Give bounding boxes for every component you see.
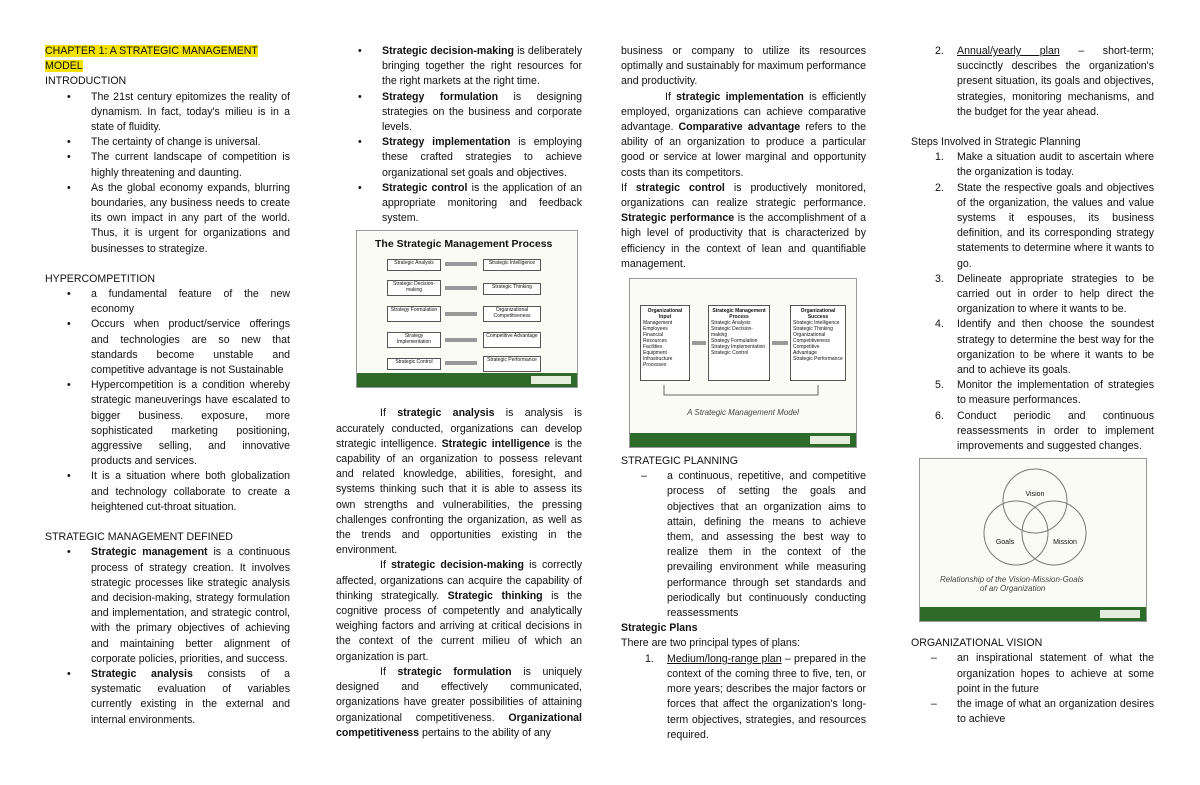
list-item: • The 21st century epitomizes the reality of dynamism. In fact, today's milieu is in a state of fluidity. <box>45 90 290 136</box>
hypercompetition-list <box>45 287 290 515</box>
organizational-success-box: Organizational Success Strategic Intelligence Strategic Thinking Organizational Competitiveness Competitive Advantage Strategic Performance <box>790 305 846 381</box>
step-box: Strategic Decision-making <box>387 280 441 296</box>
list-item: • a fundamental feature of the new economy <box>45 287 290 317</box>
plans-intro: There are two principal types of plans: <box>621 637 801 650</box>
steps-list <box>911 150 1154 454</box>
strategic-planning-list <box>621 469 866 621</box>
venn-label-mission: Mission <box>1053 539 1077 547</box>
arrow-right-icon <box>445 338 477 342</box>
list-item: 1. Medium/long-range plan – prepared in the context of the coming three to five, ten, or more years; describes the major factors or forces that affect the organization's long-term objectives, strategies, and resources required. <box>645 652 866 741</box>
feedback-loop-icon <box>630 383 858 401</box>
list-item: • Hypercompetition is a condition whereby strategic maneuverings have escalated to bigger business. exposure, more sophisticated marketing positioning, aggressive selling, and innovative products and services. <box>45 378 290 469</box>
strategic-process-list <box>336 44 582 226</box>
figure-footer-banner <box>357 373 577 387</box>
list-item: • Strategic decision-making is deliberately bringing together the right resources for the right markets at the right time. <box>336 44 582 90</box>
list-item: • Strategic analysis consists of a systematic evaluation of variables currently existing in the external and internal environments. <box>45 667 290 728</box>
list-item: 2. Annual/yearly plan – short-term; succinctly describes the organization's present situation, its goals and objectives, strategies, monitoring mechanisms, and the budget for the year ahead. <box>935 45 1154 118</box>
paragraph-strategic-formulation: If strategic formulation is uniquely designed and effectively communicated, organizations have greater possibilities of attaining organizational competitiveness. Organizational competitiveness pertains to the ability of any <box>336 665 582 739</box>
list-item: 2. State the respective goals and objectives of the organization, the values and value systems it espouses, its business definition, and its corresponding strategy statements to determine where it wants to go. <box>935 181 1154 270</box>
organizational-input-box: Organizational Input Management Employees Financial Resources Facilities Equipment Infrastructure Processes <box>640 305 690 381</box>
plans-list <box>621 652 866 743</box>
column-3 <box>621 44 866 743</box>
arrow-right-icon <box>445 286 477 290</box>
process-box: Strategic Management Process Strategic Analysis Strategic Decision-making Strategy Formulation Strategy Implementation Strategic Control <box>708 305 770 381</box>
list-item: • As the global economy expands, blurring boundaries, any business needs to create its own impact in any part of the world. Thus, it is urgent for organizations and businesses to strategize. <box>45 181 290 257</box>
figure-footer-banner <box>630 433 856 447</box>
outcome-box: Strategic Performance <box>483 356 541 372</box>
figure-caption: A Strategic Management Model <box>687 408 799 418</box>
arrow-right-icon <box>772 341 788 345</box>
arrow-right-icon <box>445 312 477 316</box>
plans-list-continued <box>911 44 1154 120</box>
outcome-box: Strategic Intelligence <box>483 259 541 271</box>
venn-label-vision: Vision <box>1025 491 1045 499</box>
outcome-box: Strategic Thinking <box>483 283 541 295</box>
list-item: • Occurs when product/service offerings and technologies are so new that standards become unstable and competitive advantage is not Sustainable <box>45 317 290 378</box>
list-item: 3. Delineate appropriate strategies to be carried out in order to help direct the organization to where it wants to be. <box>935 272 1154 316</box>
sm-defined-list <box>45 545 290 727</box>
strategic-plans-heading: Strategic Plans <box>621 622 698 635</box>
organizational-vision-heading: ORGANIZATIONAL VISION <box>911 637 1043 650</box>
outcome-box: Competitive Advantage <box>483 332 541 348</box>
intro-heading: INTRODUCTION <box>45 75 127 88</box>
list-item: – a continuous, repetitive, and competitive process of setting the goals and objectives that an organization aims to attain, defining the means to achieve them, and assessing the best way to realize them in the context of the prevailing environment while measuring performance through set standards and periodically but continuously conducting reassessments <box>621 469 866 621</box>
list-item: – an inspirational statement of what the organization hopes to achieve at some point in the future <box>911 651 1154 697</box>
column-4 <box>911 44 1154 728</box>
column-1 <box>45 44 290 728</box>
intro-list <box>45 90 290 257</box>
vision-mission-goals-figure <box>919 458 1147 622</box>
paragraph-continuation: business or company to utilize its resources optimally and sustainably for maximum performance and productivity. <box>621 45 866 88</box>
list-item: • The current landscape of competition is highly threatening and daunting. <box>45 150 290 180</box>
column-2 <box>336 44 582 741</box>
list-item: 4. Identify and then choose the soundest strategy to determine the best way for the organization to be where it wants to be and to achieve its goals. <box>935 318 1154 377</box>
figure-title: The Strategic Management Process <box>375 238 553 251</box>
list-item: • Strategic control is the application of an appropriate monitoring and feedback system. <box>336 181 582 227</box>
arrow-right-icon <box>445 361 477 365</box>
paragraph-strategic-control: If strategic control is productively monitored, organizations can realize strategic performance. Strategic performance is the accomplishment of a high level of productivity that is characterized by efficiency in the context of lean and quantifiable management. <box>621 181 866 270</box>
list-item: • Strategy implementation is employing these crafted strategies to achieve organizational set goals and objectives. <box>336 135 582 181</box>
list-item: – the image of what an organization desires to achieve <box>911 697 1154 727</box>
list-item: • Strategy formulation is designing strategies on the business and corporate levels. <box>336 90 582 136</box>
step-box: Strategic Control <box>387 358 441 370</box>
list-item: 5. Monitor the implementation of strategies to measure performances. <box>935 379 1154 407</box>
chapter-title: CHAPTER 1: A STRATEGIC MANAGEMENT MODEL <box>45 45 258 73</box>
list-item: • It is a situation where both globalization and technology collaborate to create a heightened cut-throat situation. <box>45 469 290 515</box>
sm-defined-heading: STRATEGIC MANAGEMENT DEFINED <box>45 531 233 544</box>
outcome-box: Organizational Competitiveness <box>483 306 541 322</box>
arrow-right-icon <box>445 262 477 266</box>
venn-label-goals: Goals <box>995 539 1015 547</box>
figure-caption: Relationship of the Vision-Mission-Goals of an Organization <box>940 575 1084 594</box>
steps-heading: Steps Involved in Strategic Planning <box>911 136 1081 149</box>
organizational-vision-list <box>911 651 1154 727</box>
list-item: 6. Conduct periodic and continuous reassessments in order to implement improvements and suggested changes. <box>935 409 1154 453</box>
paragraph-strategic-implementation: If strategic implementation is efficiently employed, organizations can achieve comparative advantage. Comparative advantage refers to the ability of an organization to produce a particular good or service at lower marginal and opportunity costs than its competitors. <box>621 90 866 179</box>
strategic-management-process-figure <box>356 230 578 388</box>
step-box: Strategy Implementation <box>387 332 441 348</box>
list-item: 1. Make a situation audit to ascertain where the organization is today. <box>935 151 1154 179</box>
paragraph-strategic-analysis: If strategic analysis is analysis is accurately conducted, organizations can develop strategic intelligence. Strategic intelligence is the capability of an organization to possess relevant and related knowledge, abilities, foresight, and systems thinking such that it is able to assess its own strengths and vulnerabilities, the pressing challenges confronting the organization, as well as the trends and opportunities existing in the environment. <box>336 407 583 557</box>
list-item: • The certainty of change is universal. <box>45 135 290 150</box>
paragraph-strategic-decision-making: If strategic decision-making is correctly affected, organizations can acquire the capability of thinking strategically. Strategic thinking is the cognitive process of competently and analytically weighing factors and arriving at critical decisions in the context of the current milieu of which an organization is part. <box>336 559 583 663</box>
step-box: Strategy Formulation <box>387 306 441 322</box>
figure-footer-banner <box>920 607 1146 621</box>
strategic-management-model-figure <box>629 278 857 448</box>
list-item: • Strategic management is a continuous process of strategy creation. It involves strategic processes like strategic analysis and decision-making, strategy formulation and implementation, and strategic control, with the primary objectives of achieving and maintaining better alignment of corporate policies, priorities, and success. <box>45 545 290 667</box>
arrow-right-icon <box>692 341 706 345</box>
step-box: Strategic Analysis <box>387 259 441 271</box>
hypercompetition-heading: HYPERCOMPETITION <box>45 272 156 285</box>
strategic-planning-heading: STRATEGIC PLANNING <box>621 455 738 468</box>
